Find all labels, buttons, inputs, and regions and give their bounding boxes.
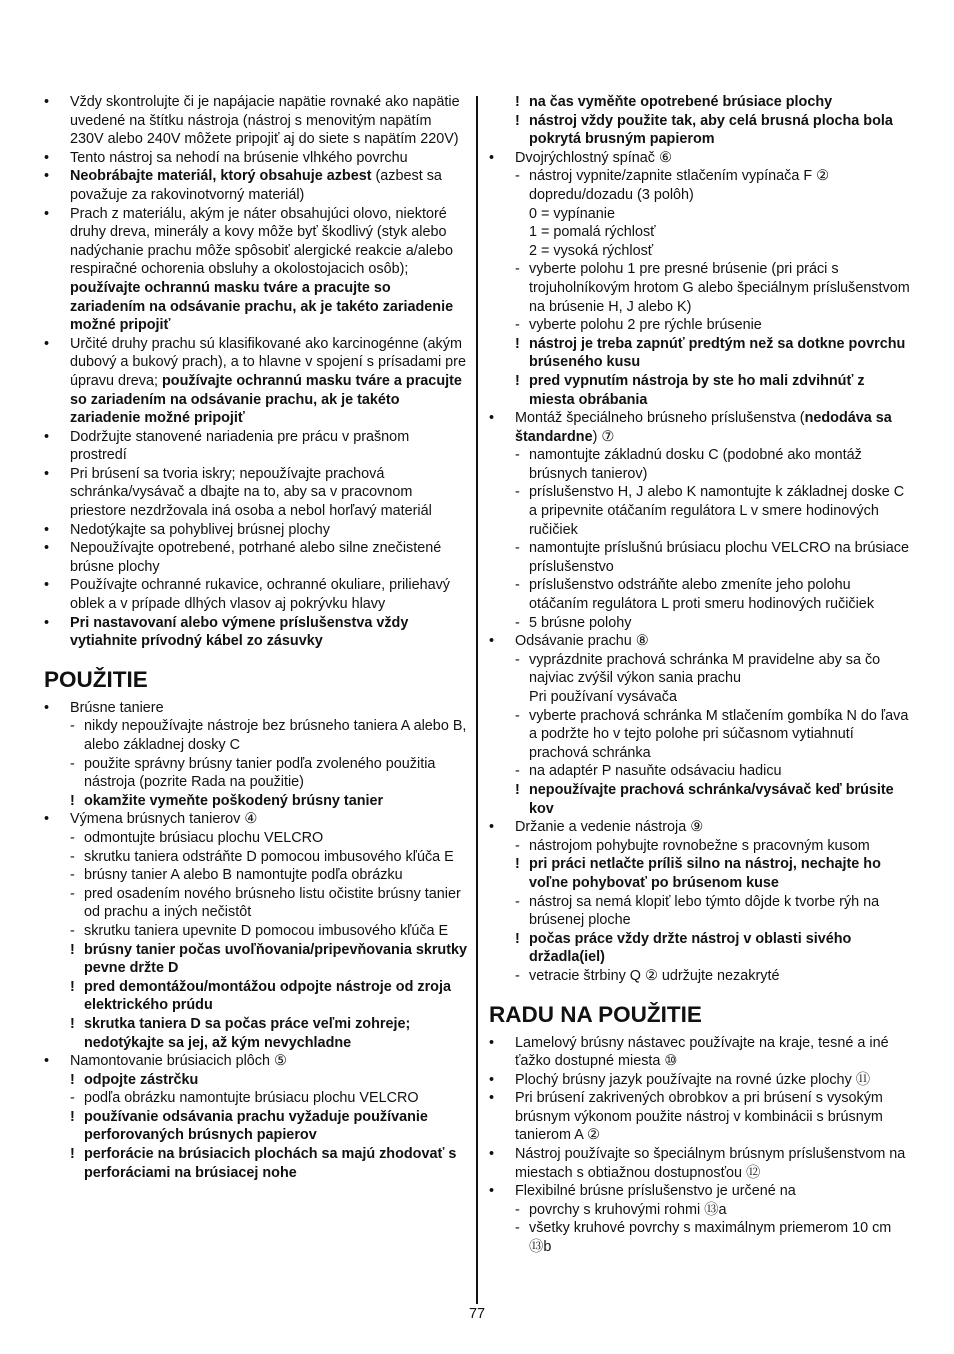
- item-text: povrchy s kruhovými rohmi ⑬a: [529, 1201, 727, 1218]
- dash-item: [489, 167, 913, 204]
- item-text: odpojte zástrčku: [84, 1071, 199, 1088]
- warning-item: [44, 941, 468, 978]
- dash-item: [489, 316, 913, 335]
- list-marker: -: [515, 261, 520, 278]
- item-text: nepoužívajte prachová schránka/vysávač keď brúsite kov: [529, 781, 894, 817]
- dash-item: [44, 755, 468, 792]
- warning-marker: !: [515, 781, 520, 798]
- bullet-item: [44, 335, 468, 428]
- item-text: Pri používaní vysávača: [529, 689, 677, 705]
- dash-item: [489, 483, 913, 539]
- warning-marker: !: [70, 1146, 75, 1163]
- page-number: 77: [468, 1306, 485, 1322]
- item-text: Odsávanie prachu ⑧: [515, 633, 649, 650]
- text-line: [489, 242, 913, 261]
- usage-list: [44, 699, 468, 1182]
- bullet-item: [44, 205, 468, 335]
- dash-item: [489, 446, 913, 483]
- list-marker: •: [489, 1183, 495, 1200]
- item-text: na čas vyměňte opotrebené brúsiace plochy: [529, 94, 833, 110]
- list-marker: -: [70, 718, 75, 735]
- list-marker: -: [515, 1201, 520, 1218]
- list-marker: -: [70, 922, 75, 939]
- warning-item: [489, 781, 913, 818]
- list-marker: -: [515, 540, 520, 557]
- dash-item: [44, 848, 468, 867]
- warning-item: [44, 978, 468, 1015]
- bullet-item: [489, 1089, 913, 1145]
- dash-item: [489, 1201, 913, 1220]
- item-text: nedodáva sa štandardne: [515, 410, 892, 445]
- bullet-item: [44, 614, 468, 651]
- list-marker: •: [489, 1090, 495, 1107]
- item-text: Určité druhy prachu sú klasifikované ako karcinogénne (akým dubový a bukový prach), a to hlavne v spojení s prísadami pre úpravu dreva;: [70, 335, 466, 389]
- item-text: Montáž špeciálneho brúsneho príslušenstva (: [515, 410, 805, 427]
- warning-item: [489, 855, 913, 892]
- list-marker: •: [44, 168, 50, 185]
- list-marker: •: [489, 410, 495, 427]
- item-text: nástrojom pohybujte rovnobežne s pracovným kusom: [529, 837, 870, 854]
- item-text: podľa obrázku namontujte brúsiacu plochu VELCRO: [84, 1090, 419, 1107]
- list-marker: •: [44, 540, 50, 557]
- bullet-item: [44, 521, 468, 540]
- bullet-item: [44, 428, 468, 465]
- list-marker: -: [515, 967, 520, 984]
- bullet-item: [489, 818, 913, 837]
- item-text: Vždy skontrolujte či je napájacie napätie rovnaké ako napätie uvedené na štítku nástroja (nástroj s menovitým napätím 230V alebo 240V môžete pripojiť aj do siete s napätím 220V): [70, 94, 460, 148]
- item-text: skrutka taniera D sa počas práce veľmi zohreje; nedotýkajte sa jej, až kým nevychladne: [84, 1015, 411, 1051]
- list-marker: -: [515, 837, 520, 854]
- item-text: brúsny tanier A alebo B namontujte podľa obrázku: [84, 867, 403, 884]
- bullet-item: [44, 93, 468, 149]
- text-line: [489, 205, 913, 224]
- warning-marker: !: [70, 941, 75, 958]
- bullet-item: [489, 1182, 913, 1201]
- warning-item: [44, 1071, 468, 1090]
- item-text: vetracie štrbiny Q ② udržujte nezakryté: [529, 967, 780, 984]
- dash-item: [489, 614, 913, 633]
- bullet-item: [489, 149, 913, 168]
- list-marker: •: [44, 521, 50, 538]
- item-text: Flexibilné brúsne príslušenstvo je určené na: [515, 1183, 796, 1200]
- dash-item: [44, 1089, 468, 1108]
- warning-marker: !: [515, 112, 520, 129]
- item-text: počas práce vždy držte nástroj v oblasti sivého držadla(iel): [529, 930, 852, 966]
- list-marker: •: [44, 699, 50, 716]
- warning-item: [489, 372, 913, 409]
- list-marker: -: [515, 577, 520, 594]
- item-text: Namontovanie brúsiacich plôch ⑤: [70, 1053, 287, 1070]
- list-marker: •: [44, 428, 50, 445]
- list-marker: •: [489, 1071, 495, 1088]
- item-text: 5 brúsne polohy: [529, 614, 632, 631]
- dash-item: [489, 707, 913, 763]
- list-marker: •: [489, 633, 495, 650]
- item-text: Tento nástroj sa nehodí na brúsenie vlhkého povrchu: [70, 149, 408, 166]
- dash-item: [44, 717, 468, 754]
- warning-item: [44, 1108, 468, 1145]
- item-text: Používajte ochranné rukavice, ochranné okuliare, priliehavý oblek a v prípade dlhých vlasov aj pokrývku hlavy: [70, 577, 450, 613]
- list-marker: -: [70, 829, 75, 846]
- list-marker: -: [515, 614, 520, 631]
- item-text: nástroj vypnite/zapnite stlačením vypínača F ② dopredu/dozadu (3 polôh): [529, 168, 830, 203]
- item-text: skrutku taniera upevnite D pomocou imbusového kľúča E: [84, 922, 449, 939]
- item-text: Plochý brúsny jazyk používajte na rovné úzke plochy ⑪: [515, 1071, 871, 1088]
- item-text: odmontujte brúsiacu plochu VELCRO: [84, 829, 324, 846]
- item-text: použite správny brúsny tanier podľa zvoleného použitia nástroja (pozrite Rada na použitie): [84, 755, 436, 791]
- list-marker: -: [515, 168, 520, 185]
- list-marker: •: [44, 335, 50, 352]
- bullet-item: [44, 1052, 468, 1071]
- warning-item: [44, 1145, 468, 1182]
- dash-item: [489, 893, 913, 930]
- item-text: na adaptér P nasuňte odsávaciu hadicu: [529, 763, 782, 780]
- item-text: Dvojrýchlostný spínač ⑥: [515, 149, 672, 166]
- dash-item: [489, 1219, 913, 1256]
- item-text: príslušenstvo H, J alebo K namontujte k základnej doske C a pripevnite otáčaním regulátora L v smere hodinových ručičiek: [529, 484, 905, 538]
- item-text: všetky kruhové povrchy s maximálnym priemerom 10 cm ⑬b: [529, 1220, 892, 1256]
- item-text: brúsny tanier počas uvoľňovania/pripevňovania skrutky pevne držte D: [84, 941, 468, 977]
- item-text: používanie odsávania prachu vyžaduje používanie perforovaných brúsnych papierov: [84, 1108, 428, 1144]
- item-text: (azbest sa považuje za rakovinotvorný materiál): [70, 168, 442, 203]
- list-marker: •: [44, 149, 50, 166]
- item-text: Neobrábajte materiál, ktorý obsahuje azbest: [70, 168, 372, 185]
- safety-list: [44, 93, 468, 651]
- dash-item: [489, 837, 913, 856]
- list-marker: •: [44, 94, 50, 110]
- warning-item: [44, 1015, 468, 1052]
- list-marker: -: [515, 1220, 520, 1237]
- list-marker: -: [515, 317, 520, 334]
- bullet-item: [489, 1071, 913, 1090]
- dash-item: [489, 651, 913, 688]
- dash-item: [489, 260, 913, 316]
- item-text: nástroj sa nemá klopiť lebo týmto dôjde k tvorbe rýh na brúsenej ploche: [529, 893, 880, 929]
- list-marker: -: [70, 885, 75, 902]
- bullet-item: [489, 409, 913, 446]
- item-text: vyberte polohu 2 pre rýchle brúsenie: [529, 317, 762, 334]
- list-marker: •: [489, 819, 495, 836]
- section-heading-radu-na-pouzitie: RADU NA POUŽITIE: [489, 1001, 702, 1027]
- list-marker: •: [489, 149, 495, 166]
- bullet-item: [44, 576, 468, 613]
- item-text: Výmena brúsnych tanierov ④: [70, 811, 258, 828]
- bullet-item: [44, 465, 468, 521]
- usage-list-continued: [489, 93, 913, 986]
- dash-item: [44, 885, 468, 922]
- bullet-item: [44, 167, 468, 204]
- item-text: Pri brúsení zakrivených obrobkov a pri brúsení s vysokým brúsnym výkonom použite nástroj v kombinácii s brúsnym tanierom A ②: [515, 1090, 883, 1144]
- item-text: Pri nastavovaní alebo výmene príslušenstva vždy vytiahnite prívodný kábel zo zásuvky: [70, 614, 409, 650]
- list-marker: •: [44, 205, 50, 222]
- item-text: perforácie na brúsiacich plochách sa majú zhodovať s perforáciami na brúsiacej nohe: [84, 1146, 457, 1181]
- warning-marker: !: [70, 1108, 75, 1125]
- item-text: Lamelový brúsny nástavec používajte na kraje, tesné a iné ťažko dostupné miesta ⑩: [515, 1034, 889, 1070]
- list-marker: -: [515, 484, 520, 501]
- item-text: namontujte príslušnú brúsiacu plochu VELCRO na brúsiace príslušenstvo: [529, 540, 909, 575]
- list-marker: -: [515, 651, 520, 668]
- item-text: používajte ochrannú masku tváre a pracujte so zariadením na odsávanie prachu, ak je takéto zariadenie možné pripojiť: [70, 279, 454, 334]
- warning-item: [489, 112, 913, 149]
- list-marker: •: [44, 1053, 50, 1070]
- item-text: Nástroj používajte so špeciálnym brúsnym príslušenstvom na miestach s obtiažnou dostupnosťou ⑫: [515, 1146, 906, 1181]
- item-text: Prach z materiálu, akým je náter obsahujúci olovo, niektoré druhy dreva, minerály a kovy môže byť škodlivý (styk alebo nadýchanie prachu môže spôsobiť alergické reakcie a/alebo respiračné ochorenia obsluhy a okolostojacich osôb);: [70, 205, 453, 278]
- warning-marker: !: [70, 792, 75, 809]
- text-line: [489, 688, 913, 707]
- list-marker: •: [44, 465, 50, 482]
- list-marker: -: [70, 848, 75, 865]
- warning-marker: !: [70, 978, 75, 995]
- list-marker: -: [70, 755, 75, 772]
- bullet-item: [489, 1034, 913, 1071]
- item-text: nástroj je treba zapnúť predtým než sa dotkne povrchu brúseného kusu: [529, 335, 906, 371]
- warning-marker: !: [70, 1071, 75, 1088]
- bullet-item: [44, 149, 468, 168]
- item-text: používajte ochrannú masku tváre a pracujte so zariadením na odsávanie prachu, ak je takéto zariadenie možné pripojiť: [70, 372, 462, 427]
- right-column: [489, 93, 913, 1257]
- item-text: pred demontážou/montážou odpojte nástroje od zroja elektrického prúdu: [84, 978, 451, 1014]
- bullet-item: [489, 1145, 913, 1182]
- item-text: ) ⑦: [592, 428, 615, 445]
- list-marker: -: [515, 447, 520, 464]
- list-marker: -: [70, 867, 75, 884]
- item-text: pred osadením nového brúsneho listu očistite brúsny tanier od prachu a iných nečistôt: [84, 885, 461, 921]
- dash-item: [489, 576, 913, 613]
- warning-marker: !: [515, 856, 520, 873]
- item-text: pri práci netlačte príliš silno na nástroj, nechajte ho voľne pohybovať po brúsenom kuse: [529, 856, 881, 891]
- item-text: skrutku taniera odstráňte D pomocou imbusového kľúča E: [84, 848, 454, 865]
- list-marker: •: [44, 614, 50, 631]
- item-text: okamžite vymeňte poškodený brúsny tanier: [84, 792, 384, 809]
- bullet-item: [44, 699, 468, 718]
- warning-item: [489, 93, 913, 112]
- warning-marker: !: [515, 335, 520, 352]
- item-text: Držanie a vedenie nástroja ⑨: [515, 819, 704, 836]
- list-marker: •: [44, 811, 50, 828]
- bullet-item: [44, 810, 468, 829]
- dash-item: [44, 866, 468, 885]
- item-text: nástroj vždy použite tak, aby celá brusná plocha bola pokrytá brusným papierom: [529, 112, 893, 148]
- warning-marker: !: [515, 94, 520, 110]
- list-marker: •: [489, 1034, 495, 1051]
- item-text: vyberte polohu 1 pre presné brúsenie (pri práci s trojuholníkovým hrotom G alebo špeciálnym príslušenstvom na brúsenie H, J alebo K): [529, 261, 910, 315]
- item-text: namontujte základnú dosku C (podobné ako montáž brúsnych tanierov): [529, 447, 862, 482]
- bullet-item: [44, 539, 468, 576]
- dash-item: [44, 829, 468, 848]
- item-text: 1 = pomalá rýchlosť: [529, 224, 656, 241]
- item-text: vyberte prachová schránka M stlačením gombíka N do ľava a podržte ho v tejto polohe pri súčasnom vytiahnutí prachová schránka: [529, 707, 909, 761]
- list-marker: -: [70, 1090, 75, 1107]
- item-text: príslušenstvo odstráňte alebo zmeníte jeho polohu otáčaním regulátora L proti smeru hodinových ručičiek: [529, 577, 875, 613]
- warning-marker: !: [70, 1015, 75, 1032]
- item-text: nikdy nepoužívajte nástroje bez brúsneho taniera A alebo B, alebo základnej dosky C: [84, 718, 467, 753]
- warning-marker: !: [515, 372, 520, 389]
- tips-list: [489, 1034, 913, 1257]
- warning-item: [489, 335, 913, 372]
- dash-item: [489, 967, 913, 986]
- item-text: 0 = vypínanie: [529, 205, 616, 222]
- list-marker: •: [44, 577, 50, 594]
- warning-marker: !: [515, 930, 520, 947]
- item-text: Brúsne taniere: [70, 699, 164, 716]
- list-marker: -: [515, 707, 520, 724]
- item-text: Pri brúsení sa tvoria iskry; nepoužívajte prachová schránka/vysávač a dbajte na to, aby sa v pracovnom priestore nezdržovala iná osoba a nebol horľavý materiál: [70, 465, 432, 520]
- item-text: Nedotýkajte sa pohyblivej brúsnej plochy: [70, 521, 330, 538]
- section-heading-pouzitie: POUŽITIE: [44, 666, 148, 692]
- warning-item: [489, 930, 913, 967]
- warning-item: [44, 792, 468, 811]
- item-text: Nepoužívajte opotrebené, potrhané alebo silne znečistené brúsne plochy: [70, 540, 442, 575]
- item-text: pred vypnutím nástroja by ste ho mali zdvihnúť z miesta obrábania: [529, 372, 865, 408]
- item-text: vyprázdnite prachová schránka M pravidelne aby sa čo najviac zvýšil výkon sania prachu: [529, 651, 881, 687]
- dash-item: [489, 539, 913, 576]
- text-line: [489, 223, 913, 242]
- list-marker: -: [515, 893, 520, 910]
- item-text: Dodržujte stanovené nariadenia pre prácu v prašnom prostredí: [70, 428, 410, 464]
- left-column: [44, 93, 468, 1182]
- column-divider: [476, 96, 478, 1304]
- dash-item: [489, 762, 913, 781]
- item-text: 2 = vysoká rýchlosť: [529, 242, 654, 259]
- bullet-item: [489, 632, 913, 651]
- dash-item: [44, 922, 468, 941]
- list-marker: •: [489, 1146, 495, 1163]
- list-marker: -: [515, 763, 520, 780]
